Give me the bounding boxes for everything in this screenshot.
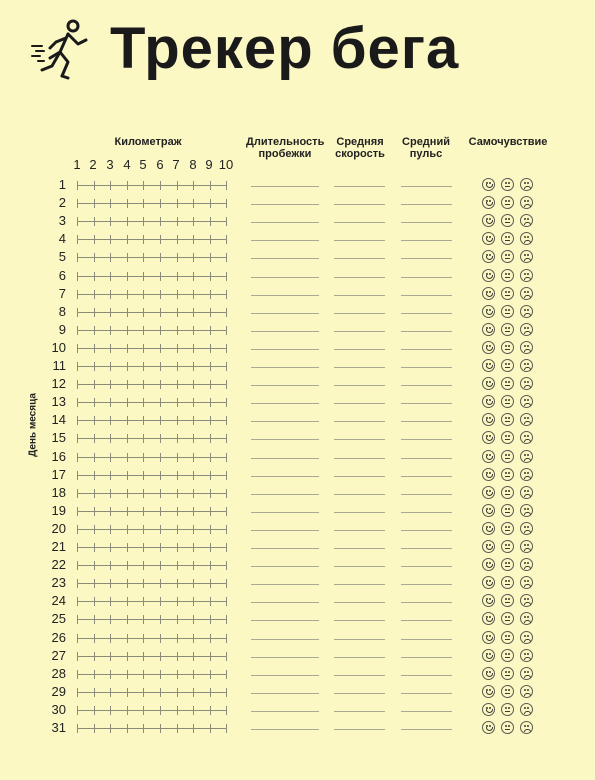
sad-face-icon[interactable] xyxy=(520,377,533,390)
speed-header: Средняя скорость xyxy=(335,136,385,160)
km-number: 1 xyxy=(73,157,81,172)
day-number: 2 xyxy=(58,195,66,211)
happy-face-icon[interactable] xyxy=(482,341,495,354)
neutral-face-icon[interactable] xyxy=(501,631,514,644)
day-number: 18 xyxy=(51,484,66,500)
pulse-field[interactable] xyxy=(401,476,452,477)
pulse-field[interactable] xyxy=(401,385,452,386)
sad-face-icon[interactable] xyxy=(520,341,533,354)
km-track[interactable] xyxy=(77,629,227,647)
day-number: 26 xyxy=(51,629,66,645)
day-row xyxy=(0,267,595,285)
neutral-face-icon[interactable] xyxy=(501,721,514,734)
speed-field[interactable] xyxy=(334,693,385,694)
happy-face-icon[interactable] xyxy=(482,703,495,716)
km-track[interactable] xyxy=(77,502,227,520)
sad-face-icon[interactable] xyxy=(520,721,533,734)
speed-field[interactable] xyxy=(334,729,385,730)
day-row xyxy=(0,647,595,665)
day-row xyxy=(0,285,595,303)
speed-field[interactable] xyxy=(334,240,385,241)
neutral-face-icon[interactable] xyxy=(501,359,514,372)
duration-field[interactable] xyxy=(251,421,319,422)
sad-face-icon[interactable] xyxy=(520,667,533,680)
sad-face-icon[interactable] xyxy=(520,178,533,191)
neutral-face-icon[interactable] xyxy=(501,431,514,444)
speed-field[interactable] xyxy=(334,675,385,676)
km-track[interactable] xyxy=(77,647,227,665)
day-row xyxy=(0,429,595,447)
speed-field[interactable] xyxy=(334,548,385,549)
day-row xyxy=(0,375,595,393)
duration-field[interactable] xyxy=(251,494,319,495)
sad-face-icon[interactable] xyxy=(520,431,533,444)
speed-field[interactable] xyxy=(334,313,385,314)
sad-face-icon[interactable] xyxy=(520,540,533,553)
km-track[interactable] xyxy=(77,393,227,411)
happy-face-icon[interactable] xyxy=(482,178,495,191)
happy-face-icon[interactable] xyxy=(482,576,495,589)
day-of-month-label: День месяца xyxy=(27,393,39,457)
pulse-field[interactable] xyxy=(401,222,452,223)
day-row xyxy=(0,357,595,375)
happy-face-icon[interactable] xyxy=(482,305,495,318)
runner-icon xyxy=(28,18,92,90)
day-row xyxy=(0,212,595,230)
happy-face-icon[interactable] xyxy=(482,395,495,408)
km-track[interactable] xyxy=(77,538,227,556)
pulse-field[interactable] xyxy=(401,584,452,585)
day-number: 9 xyxy=(58,321,66,337)
sad-face-icon[interactable] xyxy=(520,323,533,336)
km-number: 8 xyxy=(189,157,197,172)
km-track[interactable] xyxy=(77,701,227,719)
speed-field[interactable] xyxy=(334,367,385,368)
pulse-field[interactable] xyxy=(401,458,452,459)
day-row xyxy=(0,411,595,429)
pulse-field[interactable] xyxy=(401,512,452,513)
km-track[interactable] xyxy=(77,339,227,357)
sad-face-icon[interactable] xyxy=(520,232,533,245)
page-title: Трекер бега xyxy=(110,16,460,81)
sad-face-icon[interactable] xyxy=(520,468,533,481)
neutral-face-icon[interactable] xyxy=(501,703,514,716)
km-track[interactable] xyxy=(77,230,227,248)
day-number: 20 xyxy=(51,520,66,536)
day-number: 1 xyxy=(58,177,66,192)
km-track[interactable] xyxy=(77,194,227,212)
sad-face-icon[interactable] xyxy=(520,196,533,209)
pulse-field[interactable] xyxy=(401,620,452,621)
neutral-face-icon[interactable] xyxy=(501,576,514,589)
km-track[interactable] xyxy=(77,248,227,266)
km-track[interactable] xyxy=(77,683,227,701)
sad-face-icon[interactable] xyxy=(520,486,533,499)
sad-face-icon[interactable] xyxy=(520,649,533,662)
duration-field[interactable] xyxy=(251,584,319,585)
speed-field[interactable] xyxy=(334,439,385,440)
speed-field[interactable] xyxy=(334,530,385,531)
neutral-face-icon[interactable] xyxy=(501,232,514,245)
happy-face-icon[interactable] xyxy=(482,540,495,553)
wellbeing-header: Самочувствие xyxy=(468,136,548,148)
sad-face-icon[interactable] xyxy=(520,594,533,607)
neutral-face-icon[interactable] xyxy=(501,450,514,463)
km-number: 9 xyxy=(205,157,213,172)
speed-field[interactable] xyxy=(334,385,385,386)
km-number: 4 xyxy=(123,157,131,172)
speed-field[interactable] xyxy=(334,458,385,459)
happy-face-icon[interactable] xyxy=(482,558,495,571)
neutral-face-icon[interactable] xyxy=(501,250,514,263)
neutral-face-icon[interactable] xyxy=(501,612,514,625)
neutral-face-icon[interactable] xyxy=(501,504,514,517)
day-number: 21 xyxy=(51,539,66,554)
happy-face-icon[interactable] xyxy=(482,594,495,607)
duration-field[interactable] xyxy=(251,331,319,332)
km-number: 10 xyxy=(218,157,234,172)
sad-face-icon[interactable] xyxy=(520,504,533,517)
duration-field[interactable] xyxy=(251,439,319,440)
speed-field[interactable] xyxy=(334,639,385,640)
duration-field[interactable] xyxy=(251,277,319,278)
speed-field[interactable] xyxy=(334,476,385,477)
pulse-field[interactable] xyxy=(401,349,452,350)
km-number: 6 xyxy=(156,157,164,172)
day-number: 12 xyxy=(51,376,66,392)
happy-face-icon[interactable] xyxy=(482,649,495,662)
neutral-face-icon[interactable] xyxy=(501,214,514,227)
sad-face-icon[interactable] xyxy=(520,631,533,644)
neutral-face-icon[interactable] xyxy=(501,685,514,698)
km-track[interactable] xyxy=(77,719,227,737)
happy-face-icon[interactable] xyxy=(482,631,495,644)
pulse-field[interactable] xyxy=(401,548,452,549)
km-track[interactable] xyxy=(77,665,227,683)
happy-face-icon[interactable] xyxy=(482,232,495,245)
sad-face-icon[interactable] xyxy=(520,287,533,300)
pulse-field[interactable] xyxy=(401,277,452,278)
day-row xyxy=(0,484,595,502)
happy-face-icon[interactable] xyxy=(482,504,495,517)
speed-field[interactable] xyxy=(334,186,385,187)
day-number: 5 xyxy=(58,249,66,265)
happy-face-icon[interactable] xyxy=(482,667,495,680)
happy-face-icon[interactable] xyxy=(482,721,495,734)
duration-field[interactable] xyxy=(251,639,319,640)
neutral-face-icon[interactable] xyxy=(501,305,514,318)
speed-field[interactable] xyxy=(334,295,385,296)
km-number: 2 xyxy=(89,157,97,172)
speed-field[interactable] xyxy=(334,421,385,422)
happy-face-icon[interactable] xyxy=(482,359,495,372)
day-number: 17 xyxy=(51,466,66,482)
happy-face-icon[interactable] xyxy=(482,468,495,481)
km-track[interactable] xyxy=(77,466,227,484)
pulse-field[interactable] xyxy=(401,657,452,658)
duration-field[interactable] xyxy=(251,602,319,603)
day-row xyxy=(0,230,595,248)
happy-face-icon[interactable] xyxy=(482,522,495,535)
day-number: 16 xyxy=(51,448,66,464)
duration-field[interactable] xyxy=(251,313,319,314)
neutral-face-icon[interactable] xyxy=(501,287,514,300)
day-row xyxy=(0,592,595,610)
day-row xyxy=(0,629,595,647)
km-track[interactable] xyxy=(77,303,227,321)
day-number: 24 xyxy=(51,593,66,609)
sad-face-icon[interactable] xyxy=(520,703,533,716)
duration-field[interactable] xyxy=(251,548,319,549)
day-row xyxy=(0,665,595,683)
neutral-face-icon[interactable] xyxy=(501,468,514,481)
sad-face-icon[interactable] xyxy=(520,359,533,372)
km-number: 3 xyxy=(106,157,114,172)
km-track[interactable] xyxy=(77,520,227,538)
speed-field[interactable] xyxy=(334,204,385,205)
day-number: 4 xyxy=(58,231,66,247)
duration-field[interactable] xyxy=(251,222,319,223)
duration-field[interactable] xyxy=(251,186,319,187)
pulse-field[interactable] xyxy=(401,421,452,422)
km-track[interactable] xyxy=(77,574,227,592)
neutral-face-icon[interactable] xyxy=(501,341,514,354)
speed-field[interactable] xyxy=(334,657,385,658)
speed-field[interactable] xyxy=(334,349,385,350)
neutral-face-icon[interactable] xyxy=(501,540,514,553)
neutral-face-icon[interactable] xyxy=(501,486,514,499)
pulse-field[interactable] xyxy=(401,331,452,332)
duration-field[interactable] xyxy=(251,295,319,296)
happy-face-icon[interactable] xyxy=(482,685,495,698)
day-row xyxy=(0,248,595,266)
happy-face-icon[interactable] xyxy=(482,486,495,499)
duration-field[interactable] xyxy=(251,711,319,712)
duration-field[interactable] xyxy=(251,476,319,477)
pulse-field[interactable] xyxy=(401,313,452,314)
pulse-field[interactable] xyxy=(401,602,452,603)
speed-field[interactable] xyxy=(334,277,385,278)
sad-face-icon[interactable] xyxy=(520,612,533,625)
km-track[interactable] xyxy=(77,429,227,447)
neutral-face-icon[interactable] xyxy=(501,269,514,282)
day-row xyxy=(0,176,595,194)
neutral-face-icon[interactable] xyxy=(501,413,514,426)
happy-face-icon[interactable] xyxy=(482,413,495,426)
sad-face-icon[interactable] xyxy=(520,558,533,571)
pulse-field[interactable] xyxy=(401,729,452,730)
day-number: 15 xyxy=(51,430,66,446)
pulse-field[interactable] xyxy=(401,204,452,205)
happy-face-icon[interactable] xyxy=(482,431,495,444)
day-row xyxy=(0,303,595,321)
day-number: 11 xyxy=(52,358,66,373)
duration-field[interactable] xyxy=(251,657,319,658)
day-number: 19 xyxy=(51,502,66,518)
sad-face-icon[interactable] xyxy=(520,413,533,426)
sad-face-icon[interactable] xyxy=(520,305,533,318)
speed-field[interactable] xyxy=(334,620,385,621)
neutral-face-icon[interactable] xyxy=(501,522,514,535)
day-row xyxy=(0,574,595,592)
duration-field[interactable] xyxy=(251,729,319,730)
neutral-face-icon[interactable] xyxy=(501,558,514,571)
day-row xyxy=(0,393,595,411)
km-track[interactable] xyxy=(77,321,227,339)
km-track[interactable] xyxy=(77,267,227,285)
day-number: 23 xyxy=(51,575,66,591)
duration-field[interactable] xyxy=(251,240,319,241)
happy-face-icon[interactable] xyxy=(482,450,495,463)
speed-field[interactable] xyxy=(334,222,385,223)
day-number: 14 xyxy=(51,412,66,428)
speed-field[interactable] xyxy=(334,403,385,404)
neutral-face-icon[interactable] xyxy=(501,395,514,408)
day-number: 30 xyxy=(51,701,66,717)
day-row xyxy=(0,448,595,466)
duration-field[interactable] xyxy=(251,620,319,621)
day-row xyxy=(0,701,595,719)
day-number: 31 xyxy=(51,720,66,735)
neutral-face-icon[interactable] xyxy=(501,323,514,336)
duration-field[interactable] xyxy=(251,675,319,676)
happy-face-icon[interactable] xyxy=(482,323,495,336)
pulse-header: Средний пульс xyxy=(402,136,450,160)
day-number: 25 xyxy=(51,611,66,627)
duration-field[interactable] xyxy=(251,530,319,531)
mileage-header: Километраж xyxy=(114,136,182,148)
km-number: 7 xyxy=(172,157,180,172)
duration-field[interactable] xyxy=(251,258,319,259)
km-track[interactable] xyxy=(77,610,227,628)
day-row xyxy=(0,502,595,520)
sad-face-icon[interactable] xyxy=(520,450,533,463)
duration-field[interactable] xyxy=(251,458,319,459)
pulse-field[interactable] xyxy=(401,258,452,259)
happy-face-icon[interactable] xyxy=(482,214,495,227)
pulse-field[interactable] xyxy=(401,639,452,640)
speed-field[interactable] xyxy=(334,584,385,585)
speed-field[interactable] xyxy=(334,602,385,603)
day-row xyxy=(0,321,595,339)
pulse-field[interactable] xyxy=(401,566,452,567)
duration-field[interactable] xyxy=(251,693,319,694)
duration-field[interactable] xyxy=(251,566,319,567)
km-track[interactable] xyxy=(77,592,227,610)
day-number: 6 xyxy=(58,267,66,283)
sad-face-icon[interactable] xyxy=(520,214,533,227)
neutral-face-icon[interactable] xyxy=(501,649,514,662)
day-number: 10 xyxy=(51,339,66,355)
happy-face-icon[interactable] xyxy=(482,377,495,390)
km-track[interactable] xyxy=(77,375,227,393)
happy-face-icon[interactable] xyxy=(482,612,495,625)
day-row xyxy=(0,538,595,556)
km-track[interactable] xyxy=(77,411,227,429)
pulse-field[interactable] xyxy=(401,693,452,694)
pulse-field[interactable] xyxy=(401,675,452,676)
sad-face-icon[interactable] xyxy=(520,269,533,282)
day-row xyxy=(0,556,595,574)
day-number: 27 xyxy=(51,647,66,663)
happy-face-icon[interactable] xyxy=(482,269,495,282)
pulse-field[interactable] xyxy=(401,367,452,368)
day-number: 28 xyxy=(51,665,66,681)
duration-field[interactable] xyxy=(251,204,319,205)
km-number: 5 xyxy=(139,157,147,172)
pulse-field[interactable] xyxy=(401,295,452,296)
sad-face-icon[interactable] xyxy=(520,576,533,589)
km-track[interactable] xyxy=(77,556,227,574)
day-number: 7 xyxy=(58,285,66,301)
day-number: 22 xyxy=(51,557,66,573)
pulse-field[interactable] xyxy=(401,439,452,440)
pulse-field[interactable] xyxy=(401,403,452,404)
happy-face-icon[interactable] xyxy=(482,196,495,209)
duration-header: Длительность пробежки xyxy=(246,136,325,160)
speed-field[interactable] xyxy=(334,566,385,567)
speed-field[interactable] xyxy=(334,711,385,712)
speed-field[interactable] xyxy=(334,512,385,513)
day-row xyxy=(0,719,595,737)
pulse-field[interactable] xyxy=(401,240,452,241)
day-number: 29 xyxy=(51,683,66,699)
duration-field[interactable] xyxy=(251,367,319,368)
day-number: 13 xyxy=(51,394,66,410)
km-track[interactable] xyxy=(77,285,227,303)
neutral-face-icon[interactable] xyxy=(501,178,514,191)
speed-field[interactable] xyxy=(334,494,385,495)
sad-face-icon[interactable] xyxy=(520,250,533,263)
day-number: 3 xyxy=(58,213,66,229)
neutral-face-icon[interactable] xyxy=(501,377,514,390)
km-track[interactable] xyxy=(77,176,227,194)
duration-field[interactable] xyxy=(251,349,319,350)
speed-field[interactable] xyxy=(334,331,385,332)
pulse-field[interactable] xyxy=(401,186,452,187)
neutral-face-icon[interactable] xyxy=(501,594,514,607)
km-track[interactable] xyxy=(77,448,227,466)
sad-face-icon[interactable] xyxy=(520,522,533,535)
km-track[interactable] xyxy=(77,212,227,230)
day-row xyxy=(0,683,595,701)
speed-field[interactable] xyxy=(334,258,385,259)
neutral-face-icon[interactable] xyxy=(501,667,514,680)
duration-field[interactable] xyxy=(251,512,319,513)
sad-face-icon[interactable] xyxy=(520,395,533,408)
duration-field[interactable] xyxy=(251,403,319,404)
pulse-field[interactable] xyxy=(401,711,452,712)
day-row xyxy=(0,194,595,212)
duration-field[interactable] xyxy=(251,385,319,386)
happy-face-icon[interactable] xyxy=(482,287,495,300)
sad-face-icon[interactable] xyxy=(520,685,533,698)
day-row xyxy=(0,520,595,538)
day-row xyxy=(0,466,595,484)
day-row xyxy=(0,339,595,357)
neutral-face-icon[interactable] xyxy=(501,196,514,209)
pulse-field[interactable] xyxy=(401,530,452,531)
day-row xyxy=(0,610,595,628)
km-track[interactable] xyxy=(77,484,227,502)
happy-face-icon[interactable] xyxy=(482,250,495,263)
day-number: 8 xyxy=(58,303,66,319)
pulse-field[interactable] xyxy=(401,494,452,495)
km-track[interactable] xyxy=(77,357,227,375)
